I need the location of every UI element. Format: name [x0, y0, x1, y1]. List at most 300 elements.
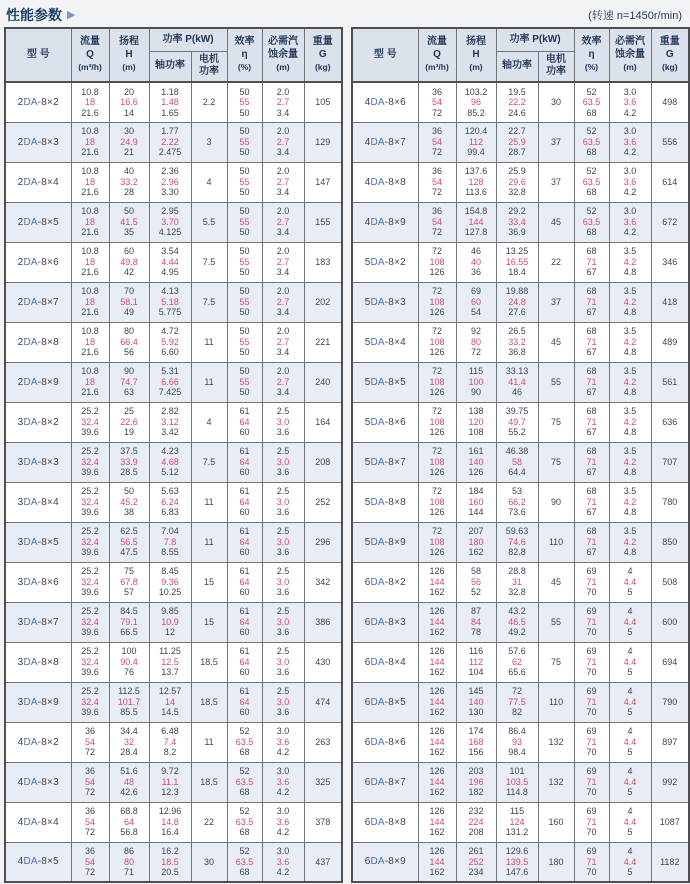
value: 69: [586, 646, 597, 657]
value: 40: [123, 166, 134, 177]
value: 39.75: [505, 406, 529, 417]
model-prefix: 2: [17, 176, 24, 188]
model-prefix: 6: [364, 776, 371, 788]
model-prefix: 4: [364, 216, 371, 228]
shaft-power-cell: [496, 242, 538, 282]
rated-value: 144: [429, 776, 445, 787]
weight-cell: 164: [304, 402, 342, 442]
model-cell: [352, 562, 418, 602]
value: 4.8: [623, 387, 637, 398]
weight-cell: 386: [304, 602, 342, 642]
efficiency-cell: [227, 802, 262, 842]
value: 2.36: [161, 166, 179, 177]
value: 6.83: [161, 507, 179, 518]
motor-power-cell: 5.5: [191, 202, 227, 242]
rated-value: 3.70: [161, 216, 179, 227]
head-cell: [109, 562, 149, 602]
value: 98.4: [508, 747, 526, 758]
head-cell: [109, 122, 149, 162]
rated-value: 2.7: [276, 176, 290, 187]
efficiency-cell: [574, 522, 609, 562]
model-cell: [5, 362, 71, 402]
value: 69: [586, 766, 597, 777]
head-cell: [109, 482, 149, 522]
value: 60: [239, 667, 250, 678]
value: 3.4: [276, 107, 290, 118]
value: 72: [84, 747, 95, 758]
model-series: DA: [23, 856, 38, 868]
value: 60: [239, 467, 250, 478]
model-cell: [5, 802, 71, 842]
value: 103.2: [464, 86, 488, 97]
value: 72: [432, 526, 443, 537]
shaft-power-cell: [149, 82, 191, 122]
motor-power-cell: 7.5: [191, 242, 227, 282]
header-line: 效率: [234, 36, 255, 48]
model-suffix: -8×4: [37, 816, 59, 828]
value: 126: [429, 547, 445, 558]
motor-power-cell: 180: [538, 842, 574, 882]
value: 162: [429, 627, 445, 638]
rated-value: 32.4: [81, 696, 99, 707]
head-cell: [456, 82, 496, 122]
value: 50: [239, 347, 250, 358]
value: 12.3: [161, 787, 179, 798]
value: 67: [586, 387, 597, 398]
rated-value: 2.7: [276, 97, 290, 107]
rated-value: 45.2: [120, 496, 138, 507]
value: 57: [123, 587, 134, 598]
motor-power-cell: 55: [538, 602, 574, 642]
efficiency-cell: [574, 162, 609, 202]
value: 3.4: [276, 227, 290, 238]
header-line: Q: [86, 48, 94, 60]
motor-power-cell: 132: [538, 722, 574, 762]
rated-value: 33.9: [120, 456, 138, 467]
model-prefix: 6: [364, 736, 371, 748]
header-line: G: [665, 48, 674, 60]
value: 115: [468, 366, 484, 377]
rated-value: 71: [586, 736, 597, 747]
weight-cell: 850: [651, 522, 689, 562]
value: 67: [586, 427, 597, 438]
flow-cell: [418, 162, 456, 202]
value: 90: [471, 387, 482, 398]
model-prefix: 4: [364, 176, 371, 188]
rated-value: 2.7: [276, 216, 290, 227]
rated-value: 180: [468, 536, 484, 547]
table-row: [5, 602, 342, 642]
rated-value: 4.4: [623, 856, 637, 867]
model-cell: [5, 602, 71, 642]
head-cell: [109, 202, 149, 242]
value: 120.4: [464, 126, 488, 137]
value: 69: [586, 726, 597, 737]
npsh-cell: [609, 402, 651, 442]
model-cell: [352, 482, 418, 522]
head-cell: [109, 82, 149, 122]
efficiency-cell: [574, 722, 609, 762]
motor-power-cell: 15: [191, 602, 227, 642]
value: 70: [586, 627, 597, 638]
value: 60: [239, 587, 250, 598]
rated-value: 64: [239, 576, 250, 587]
value: 36: [432, 86, 443, 97]
rated-value: 54: [84, 736, 95, 747]
value: 72: [432, 187, 443, 198]
rated-value: 24.8: [508, 296, 526, 307]
value: 43.2: [508, 606, 526, 617]
value: 5: [627, 627, 633, 638]
efficiency-cell: [574, 802, 609, 842]
value: 127.8: [464, 227, 488, 238]
table-row: [5, 82, 342, 122]
value: 27.6: [508, 307, 526, 318]
model-prefix: 3: [17, 696, 24, 708]
value: 10.8: [81, 86, 99, 97]
value: 21.6: [81, 187, 99, 198]
header-line: 流量: [80, 36, 100, 48]
perf-table-left: [4, 27, 343, 883]
rated-value: 2.7: [276, 336, 290, 347]
value: 162: [429, 867, 445, 877]
header-line: (m³/h): [78, 62, 102, 73]
flow-cell: [71, 402, 109, 442]
value: 36: [432, 126, 443, 137]
value: 72: [84, 867, 95, 877]
model-cell: [352, 682, 418, 722]
value: 49.2: [508, 627, 526, 638]
head-cell: [456, 322, 496, 362]
head-cell: [109, 442, 149, 482]
head-cell: [456, 562, 496, 602]
perf-table-right: [351, 27, 690, 883]
rated-value: 71: [586, 376, 597, 387]
value: 112.5: [118, 686, 140, 697]
value: 85.2: [467, 107, 485, 118]
value: 162: [468, 547, 484, 558]
rated-value: 3.6: [623, 176, 637, 187]
table-row: [352, 362, 689, 402]
rated-value: 40: [471, 256, 482, 267]
weight-cell: 780: [651, 482, 689, 522]
rated-value: 3.0: [276, 696, 290, 707]
rated-value: 63.5: [235, 736, 254, 747]
model-suffix: -8×8: [384, 176, 406, 188]
rated-value: 4.4: [623, 696, 637, 707]
value: 10.8: [81, 366, 99, 377]
col-header-model: 型 号: [352, 28, 418, 82]
rated-value: 6.24: [161, 496, 179, 507]
model-series: DA: [370, 376, 385, 388]
flow-cell: [418, 322, 456, 362]
value: 12: [164, 627, 175, 638]
header-line: (kg): [314, 62, 331, 73]
efficiency-cell: [574, 842, 609, 882]
model-cell: [352, 402, 418, 442]
table-row: [352, 442, 689, 482]
model-prefix: 4: [364, 136, 371, 148]
value: 2.0: [276, 246, 290, 257]
shaft-power-cell: [149, 122, 191, 162]
header-line: G: [318, 48, 327, 60]
shaft-power-cell: [496, 642, 538, 682]
value: 5: [627, 867, 633, 877]
rated-value: 196: [468, 776, 484, 787]
rated-value: 128: [468, 176, 484, 187]
value: 36: [84, 726, 95, 737]
model-suffix: -8×4: [384, 336, 406, 348]
rated-value: 112: [468, 136, 484, 147]
title-arrow-icon: ▶: [67, 8, 76, 21]
shaft-power-cell: [496, 122, 538, 162]
model-cell: [352, 322, 418, 362]
value: 22.7: [508, 126, 526, 137]
rated-value: 144: [429, 816, 445, 827]
model-cell: [5, 282, 71, 322]
model-prefix: 5: [364, 456, 371, 468]
model-prefix: 6: [364, 696, 371, 708]
model-series: DA: [23, 496, 38, 508]
model-suffix: -8×8: [384, 816, 406, 828]
head-cell: [456, 202, 496, 242]
model-prefix: 2: [17, 136, 24, 148]
value: 26.5: [508, 326, 526, 337]
value: 4: [627, 846, 633, 856]
value: 4.2: [623, 187, 637, 198]
value: 4.8: [623, 547, 637, 558]
value: 2.0: [276, 86, 290, 97]
table-row: [5, 402, 342, 442]
value: 68: [586, 187, 597, 198]
value: 50: [239, 267, 250, 278]
model-prefix: 6: [364, 856, 371, 868]
rated-value: 3.6: [276, 856, 290, 867]
model-series: DA: [23, 776, 38, 788]
model-cell: [5, 642, 71, 682]
npsh-cell: [262, 82, 304, 122]
rated-value: 55: [239, 97, 250, 107]
value: 50: [239, 187, 250, 198]
value: 2.5: [276, 526, 290, 537]
flow-cell: [418, 122, 456, 162]
rated-value: 63.5: [235, 856, 254, 867]
rated-value: 2.7: [276, 136, 290, 147]
value: 20: [123, 86, 134, 97]
shaft-power-cell: [496, 202, 538, 242]
npsh-cell: [609, 162, 651, 202]
npsh-cell: [609, 362, 651, 402]
value: 2.82: [161, 406, 179, 417]
efficiency-cell: [574, 562, 609, 602]
value: 2.0: [276, 286, 290, 297]
flow-cell: [418, 82, 456, 122]
value: 36.9: [508, 227, 526, 238]
model-series: DA: [370, 736, 385, 748]
efficiency-cell: [227, 402, 262, 442]
value: 68: [586, 107, 597, 118]
table-row: [5, 762, 342, 802]
rated-value: 54: [432, 136, 443, 147]
weight-cell: 614: [651, 162, 689, 202]
head-cell: [456, 842, 496, 882]
header-line: (%): [584, 62, 599, 73]
value: 3.6: [276, 467, 290, 478]
value: 67: [586, 507, 597, 518]
model-suffix: -8×8: [384, 496, 406, 508]
value: 126: [429, 686, 445, 697]
value: 68: [239, 827, 250, 838]
shaft-power-cell: [496, 442, 538, 482]
value: 207: [468, 526, 484, 537]
rated-value: 4.68: [161, 456, 179, 467]
header-row: [5, 28, 342, 51]
value: 67: [586, 467, 597, 478]
rated-value: 3.6: [276, 816, 290, 827]
shaft-power-cell: [149, 442, 191, 482]
rated-value: 5.18: [161, 296, 179, 307]
shaft-power-cell: [496, 522, 538, 562]
weight-cell: 418: [651, 282, 689, 322]
efficiency-cell: [227, 722, 262, 762]
rated-value: 84: [471, 616, 482, 627]
model-cell: [352, 522, 418, 562]
flow-cell: [71, 482, 109, 522]
rated-value: 74.6: [508, 536, 526, 547]
model-series: DA: [23, 336, 38, 348]
value: 60: [123, 246, 134, 257]
shaft-power-cell: [496, 402, 538, 442]
model-prefix: 6: [364, 616, 371, 628]
rated-value: 96: [471, 97, 482, 107]
flow-cell: [418, 202, 456, 242]
value: 25.2: [81, 686, 99, 697]
table-row: [352, 482, 689, 522]
efficiency-cell: [227, 562, 262, 602]
value: 32.8: [508, 587, 526, 598]
value: 39.6: [81, 507, 99, 518]
motor-power-cell: 7.5: [191, 282, 227, 322]
rated-value: 64: [239, 416, 250, 427]
model-prefix: 4: [17, 776, 24, 788]
value: 33.13: [505, 366, 529, 377]
model-suffix: -8×7: [384, 776, 406, 788]
rated-value: 18: [84, 176, 95, 187]
rated-value: 32.4: [81, 416, 99, 427]
motor-power-cell: 45: [538, 322, 574, 362]
model-cell: [5, 442, 71, 482]
model-suffix: -8×5: [37, 216, 59, 228]
efficiency-cell: [574, 122, 609, 162]
value: 3.5: [623, 406, 637, 417]
rated-value: 101.7: [117, 696, 141, 707]
table-row: [5, 682, 342, 722]
rated-value: 18: [84, 296, 95, 307]
value: 24.6: [508, 107, 526, 118]
value: 162: [429, 827, 445, 838]
value: 60: [239, 627, 250, 638]
value: 19: [123, 427, 134, 438]
motor-power-cell: 55: [538, 362, 574, 402]
weight-cell: 474: [304, 682, 342, 722]
value: 68: [586, 486, 597, 497]
value: 50: [239, 286, 250, 297]
value: 75: [123, 566, 134, 577]
value: 82: [512, 707, 523, 718]
value: 52: [586, 126, 597, 137]
rated-value: 3.6: [276, 776, 290, 787]
flow-cell: [71, 362, 109, 402]
value: 86.4: [508, 726, 526, 737]
value: 4: [627, 686, 633, 697]
value: 61: [239, 686, 250, 697]
value: 203: [468, 766, 484, 777]
value: 16.2: [161, 846, 179, 856]
rated-value: 64: [239, 696, 250, 707]
model-prefix: 3: [17, 576, 24, 588]
value: 25.2: [81, 486, 99, 497]
rated-value: 18: [84, 136, 95, 147]
value: 1.18: [161, 86, 179, 97]
value: 28.5: [120, 467, 138, 478]
rated-value: 2.7: [276, 296, 290, 307]
col-header-npsh: [262, 28, 304, 82]
page-header: [0, 0, 690, 27]
npsh-cell: [262, 762, 304, 802]
rated-value: 48: [123, 776, 134, 787]
value: 52: [239, 726, 250, 737]
table-row: [5, 282, 342, 322]
model-suffix: -8×6: [384, 96, 406, 108]
rated-value: 77.5: [508, 696, 526, 707]
rated-value: 64: [239, 496, 250, 507]
model-series: DA: [370, 616, 385, 628]
value: 39.6: [81, 467, 99, 478]
model-suffix: -8×5: [384, 376, 406, 388]
value: 2.475: [158, 147, 182, 158]
model-series: DA: [23, 576, 38, 588]
rated-value: 32.4: [81, 656, 99, 667]
motor-power-cell: 11: [191, 482, 227, 522]
head-cell: [456, 282, 496, 322]
value: 208: [468, 827, 484, 838]
value: 12.57: [158, 686, 182, 697]
value: 61: [239, 606, 250, 617]
value: 36: [84, 766, 95, 777]
value: 36.8: [508, 347, 526, 358]
table-row: [5, 322, 342, 362]
rated-value: 4.2: [623, 416, 637, 427]
rated-value: 64: [239, 456, 250, 467]
col-header-head: [456, 28, 496, 82]
value: 10.25: [158, 587, 182, 598]
efficiency-cell: [574, 442, 609, 482]
model-cell: [352, 442, 418, 482]
header-line: η: [241, 48, 248, 60]
shaft-power-cell: [149, 842, 191, 882]
flow-cell: [418, 602, 456, 642]
value: 3.5: [623, 286, 637, 297]
value: 70: [586, 827, 597, 838]
rated-value: 49.7: [508, 416, 526, 427]
value: 4: [627, 806, 633, 817]
value: 50: [123, 486, 134, 497]
value: 69: [586, 806, 597, 817]
npsh-cell: [609, 82, 651, 122]
value: 4.95: [161, 267, 179, 278]
rated-value: 90.4: [120, 656, 138, 667]
value: 51.6: [120, 766, 138, 777]
